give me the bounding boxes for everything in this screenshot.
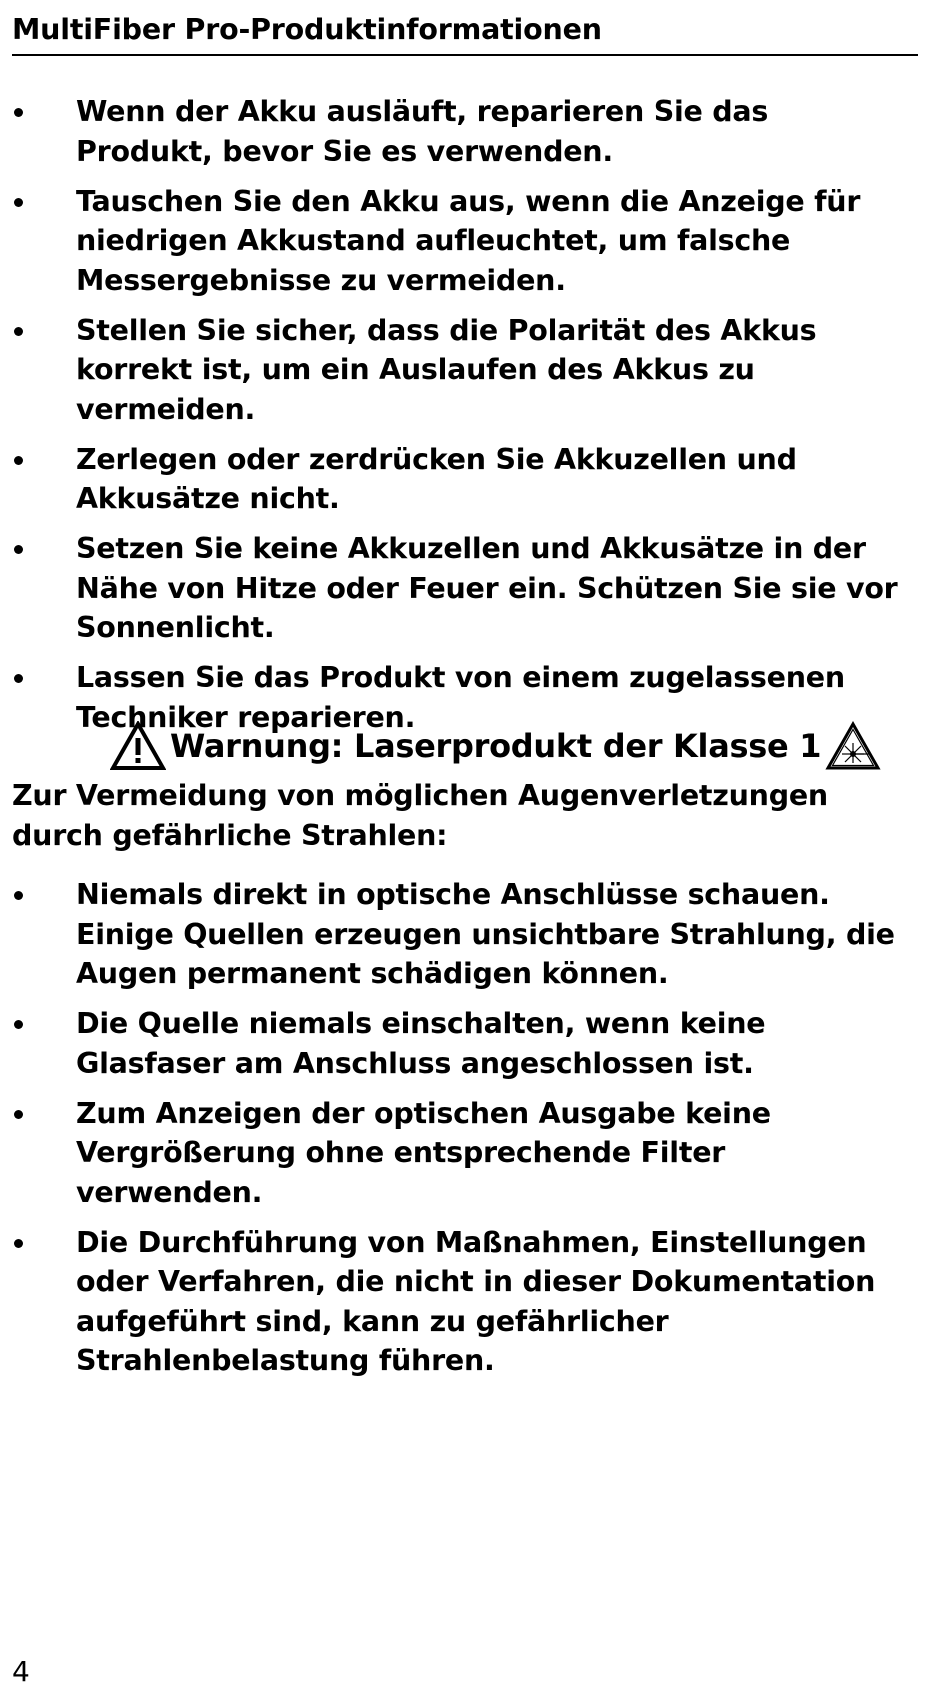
page-header (12, 12, 918, 56)
list-item-text: Zum Anzeigen der optischen Ausgabe keine Vergrößerung ohne entsprechende Filter verwenden. (76, 1096, 771, 1209)
warning-triangle-icon (110, 721, 166, 771)
list-item-text: Niemals direkt in optische Anschlüsse schauen. Einige Quellen erzeugen unsichtbare Strahlung, die Augen permanent schädigen können. (76, 878, 895, 990)
list-item (12, 875, 912, 994)
laser-warning-heading (110, 718, 881, 774)
bullet-icon (14, 891, 23, 900)
bullet-icon (14, 1020, 23, 1029)
list-item-text: Wenn der Akku ausläuft, reparieren Sie das Produkt, bevor Sie es verwenden. (76, 95, 769, 168)
list-item (12, 1223, 912, 1381)
bullet-icon (14, 545, 23, 554)
list-item-text: Tauschen Sie den Akku aus, wenn die Anzeige für niedrigen Akkustand aufleuchtet, um falsche Messergebnisse zu vermeiden. (76, 184, 861, 297)
bullet-icon (14, 327, 23, 336)
list-item (12, 311, 912, 430)
list-item (12, 182, 912, 301)
bullet-icon (14, 674, 23, 683)
bullet-icon (14, 1239, 23, 1248)
list-item (12, 529, 912, 648)
bullet-icon (14, 198, 23, 207)
list-item (12, 440, 912, 519)
laser-warning-intro: Zur Vermeidung von möglichen Augenverletzungen durch gefährliche Strahlen: (12, 779, 828, 852)
laser-hazard-icon (825, 721, 881, 771)
list-item (12, 92, 912, 171)
bullet-icon (14, 108, 23, 117)
list-item (12, 1094, 912, 1213)
bullet-icon (14, 1110, 23, 1119)
list-item (12, 1004, 912, 1083)
laser-warning-list (12, 875, 912, 1391)
list-item-text: Lassen Sie das Produkt von einem zugelassenen Techniker reparieren. (76, 661, 845, 734)
list-item-text: Zerlegen oder zerdrücken Sie Akkuzellen und Akkusätze nicht. (76, 442, 797, 515)
battery-warning-list (12, 92, 912, 748)
list-item-text: Die Quelle niemals einschalten, wenn keine Glasfaser am Anschluss angeschlossen ist. (76, 1007, 766, 1080)
page-number: 4 (12, 1655, 30, 1688)
laser-warning-title: Warnung: Laserprodukt der Klasse 1 (170, 727, 822, 765)
list-item-text: Setzen Sie keine Akkuzellen und Akkusätze in der Nähe von Hitze oder Feuer ein. Schützen Sie sie vor Sonnenlicht. (76, 532, 898, 644)
bullet-icon (14, 456, 23, 465)
list-item-text: Die Durchführung von Maßnahmen, Einstellungen oder Verfahren, die nicht in dieser Dokumentation aufgeführt sind, kann zu gefährlicher Strahlenbelastung führen. (76, 1225, 876, 1377)
page-title: MultiFiber Pro-Produktinformationen (12, 13, 602, 46)
list-item-text: Stellen Sie sicher, dass die Polarität des Akkus korrekt ist, um ein Auslaufen des Akkus zu vermeiden. (76, 313, 817, 426)
